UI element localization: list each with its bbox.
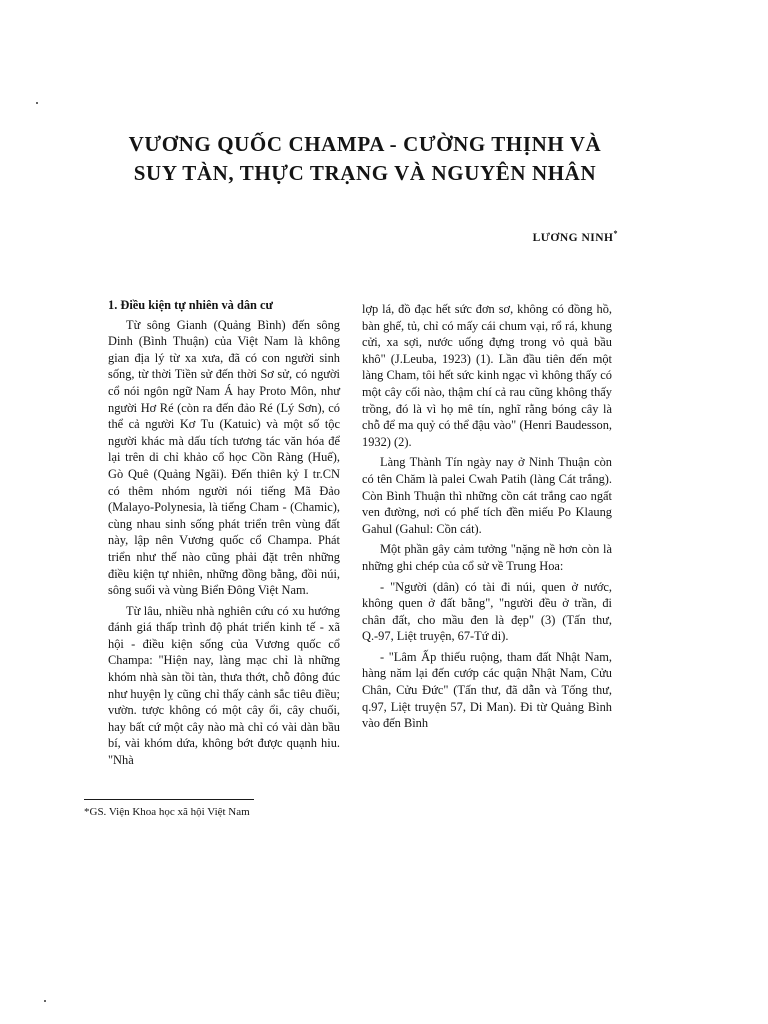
right-paragraph-5: - "Lâm Ấp thiếu ruộng, tham đất Nhật Nam, hàng năm lại đến cướp các quận Nhật Nam, Cửu Chân, Cửu Đức" (Tấn thư, đã dẫn và Tống thư, q.97, Liệt truyện 57, Di Man). Đi từ Quảng Bình vào đến Bình <box>362 649 612 731</box>
author-byline <box>533 229 618 244</box>
title-line-1: VƯƠNG QUỐC CHAMPA - CƯỜNG THỊNH VÀ <box>128 132 602 157</box>
left-paragraph-1: Từ sông Gianh (Quảng Bình) đến sông Dinh (Bình Thuận) của Việt Nam là không gian địa lý từ xa xưa, đã có con người sinh sống, từ thời Tiền sử đến thời Sơ sử, có người cổ nói ngôn ngữ Nam Á hay Proto Môn, như người Hơ Ré (còn ra đến đảo Ré (Lý Sơn), có thể cả người Kơ Tu (Katuic) và một số tộc người khác mà dấu tích tương tác văn hóa để lại trên di chỉ khảo cổ học Cồn Ràng (Huế), Gò Quê (Quảng Ngãi). Đến thiên kỷ I tr.CN có thêm nhóm người nói tiếng Mã Đảo (Malayo-Polynesia, là tiếng Cham - (Chamic), cùng nhau sinh sống phát triển trên vùng đất này, lập nên Vương quốc cổ Champa. Phát triển như thế nào cũng phải đặt trên những điều kiện tự nhiên, những đồng bằng, đồi núi, sông suối và vùng Biển Đông Việt Nam. <box>108 317 340 598</box>
scan-speck <box>44 1000 46 1002</box>
footnote-divider <box>84 799 254 800</box>
section-heading: 1. Điều kiện tự nhiên và dân cư <box>108 298 273 312</box>
left-paragraph-2: Từ lâu, nhiều nhà nghiên cứu có xu hướng đánh giá thấp trình độ phát triển kinh tế - xã hội - điều kiện sống của Vương quốc cổ Champa: "Hiện nay, làng mạc chỉ là những khóm nhà sàn tồi tàn, thưa thớt, chỗ đông đúc như huyện lỵ cũng chỉ thấy cảnh sắc tiêu điều; vườn. tược không có một cây ổi, cây chuối, hay bất cứ một cây nào mà chỉ có vài dàn bầu bí, vài khóm dứa, không bớt được quạnh hiu. "Nhà <box>108 603 340 768</box>
scan-speck <box>36 102 38 104</box>
article-title <box>60 130 670 188</box>
left-column <box>108 297 340 773</box>
right-paragraph-3: Một phần gây cảm tưởng "nặng nề hơn còn là những ghi chép của cổ sử về Trung Hoa: <box>362 542 612 573</box>
right-column <box>362 301 612 736</box>
right-paragraph-1: lợp lá, đồ đạc hết sức đơn sơ, không có đồng hồ, bàn ghế, tủ, chỉ có mấy cái chum vại, rổ rá, khung cửi, xa sợi, nước uống đựng trong vỏ quả bầu khô" (J.Leuba, 1923) (1). Lần đầu tiên đến một làng Cham, tôi hết sức kinh ngạc vì không thấy có một cây cối nào, thậm chí cả rau cũng không thấy trồng, đó là vì họ mê tín, nghĩ rằng bóng cây là chỗ để ma quỷ có thể đậu vào" (Henri Baudesson, 1932) (2). <box>362 302 612 449</box>
right-paragraph-2: Làng Thành Tín ngày nay ở Ninh Thuận còn có tên Chăm là palei Cwah Patih (làng Cát trắng). Còn Bình Thuận thì những cồn cát trắng cao ngất ven đường, nơi có phế tích đền miếu Po Klaung Gahul (Gahul: Cồn cát). <box>362 455 612 536</box>
author-name: LƯƠNG NINH <box>532 231 614 244</box>
right-paragraph-4: - "Người (dân) có tài đi núi, quen ở nước, không quen ở đất bằng", "người đều ở trần, đi chân đất, cho mầu đen là đẹp" (3) (Tấn thư, Q.-97, Liệt truyện, 67-Tứ di). <box>362 579 612 644</box>
footnote: *GS. Viện Khoa học xã hội Việt Nam <box>84 806 250 818</box>
author-footnote-mark: * <box>613 229 618 238</box>
title-line-2: SUY TÀN, THỰC TRẠNG VÀ NGUYÊN NHÂN <box>133 161 597 186</box>
